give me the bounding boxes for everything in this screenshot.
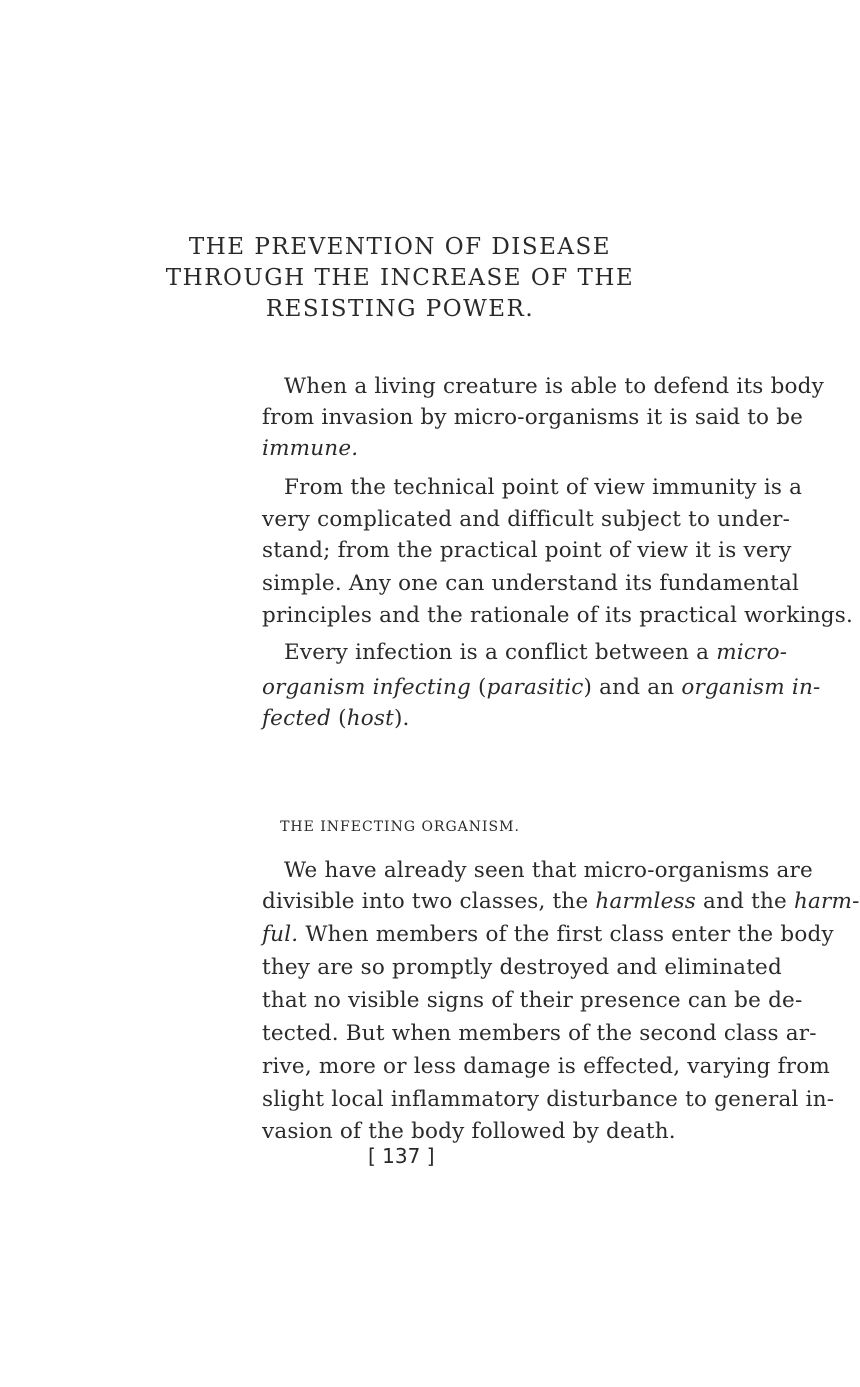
emphasized-term: parasitic [486, 675, 584, 700]
text-run: and the [696, 889, 794, 914]
emphasized-term: fected [262, 706, 332, 731]
text-run: Every infection is a conflict between a [284, 640, 717, 665]
text-run: When members of the first class enter the body [298, 922, 834, 947]
text-line: rive, more or less damage is effected, varying from [262, 1054, 830, 1079]
emphasized-term: organism infecting [262, 675, 471, 700]
chapter-title-line: RESISTING POWER. [265, 296, 535, 322]
chapter-title-line: THROUGH THE INCREASE OF THE [165, 265, 635, 291]
text-run: ) and an [583, 675, 682, 700]
text-line: principles and the rationale of its practical workings. [262, 603, 853, 628]
emphasized-term: micro- [716, 640, 788, 665]
text-line: they are so promptly destroyed and eliminated [262, 955, 782, 980]
text-run: ). [393, 706, 410, 731]
page-number: [ 137 ] [368, 1144, 435, 1168]
text-line [262, 706, 410, 731]
text-line [262, 889, 860, 914]
text-line: slight local inflammatory disturbance to general in- [262, 1087, 835, 1112]
text-line: vasion of the body followed by death. [262, 1119, 676, 1144]
chapter-title [140, 232, 660, 325]
text-line: tected. But when members of the second class ar- [262, 1021, 817, 1046]
emphasized-term: host [346, 706, 394, 731]
text-line: very complicated and difficult subject to under- [262, 507, 791, 532]
chapter-title-line: THE PREVENTION OF DISEASE [188, 234, 612, 260]
text-line: that no visible signs of their presence can be de- [262, 988, 803, 1013]
emphasized-term: harmless [595, 889, 697, 914]
section-heading: THE INFECTING ORGANISM. [280, 819, 520, 835]
text-line: stand; from the practical point of view it is very [262, 538, 792, 563]
text-line [262, 675, 821, 700]
text-line: When a living creature is able to defend its body [284, 374, 824, 399]
text-line: We have already seen that micro-organisms are [284, 858, 813, 883]
text-run: divisible into two classes, the [262, 889, 596, 914]
text-line: simple. Any one can understand its fundamental [262, 571, 800, 596]
emphasized-term: organism in- [681, 675, 821, 700]
text-run: ( [470, 675, 487, 700]
emphasized-term: ful. [262, 922, 299, 947]
text-line [284, 640, 788, 665]
text-line: from invasion by micro-organisms it is said to be [262, 405, 804, 430]
text-line [262, 922, 834, 947]
emphasized-term: immune. [262, 436, 359, 461]
emphasized-term: harm- [793, 889, 860, 914]
text-run: ( [331, 706, 347, 731]
text-line: From the technical point of view immunity is a [284, 475, 803, 500]
